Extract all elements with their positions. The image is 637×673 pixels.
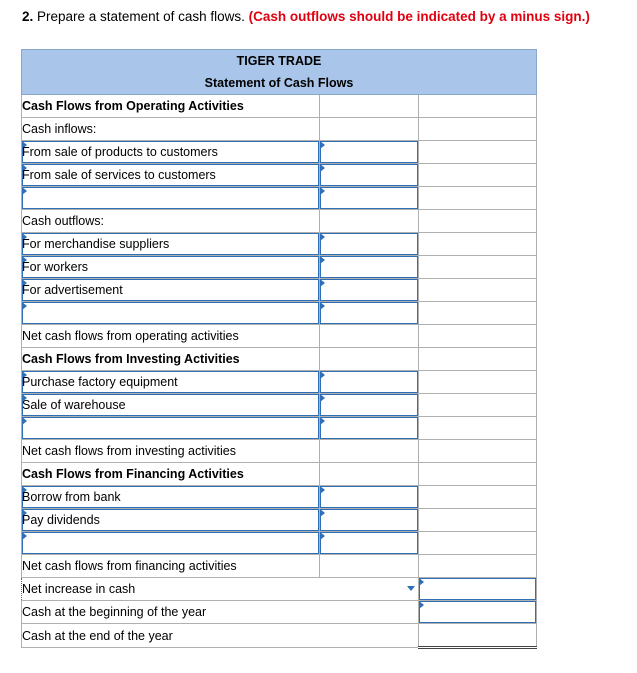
advertisement-row-label[interactable] <box>22 279 320 302</box>
net-increase-amount-input[interactable] <box>418 578 536 601</box>
blank-investing-label-input[interactable] <box>22 417 320 440</box>
amount-input-frame <box>320 532 418 554</box>
input-marker-icon <box>320 256 325 264</box>
chevron-down-icon[interactable] <box>407 586 415 591</box>
empty-cell <box>319 95 418 118</box>
label-input-frame <box>22 187 319 209</box>
amount-input-frame <box>320 394 418 416</box>
input-marker-icon <box>320 187 325 195</box>
investing-activities-header: Cash Flows from Investing Activities <box>22 348 320 371</box>
blank-inflow-amount-input[interactable] <box>319 187 418 210</box>
amount-input-frame <box>320 233 418 255</box>
empty-cell <box>418 210 536 233</box>
cash-beginning-label: Cash at the beginning of the year <box>22 601 419 624</box>
empty-cell <box>319 325 418 348</box>
sale-warehouse-row-label[interactable] <box>22 394 320 417</box>
company-name: TIGER TRADE <box>22 50 537 73</box>
borrow-bank-label: Borrow from bank <box>22 490 121 504</box>
net-increase-select[interactable] <box>22 578 419 601</box>
empty-cell <box>418 95 536 118</box>
empty-cell <box>319 463 418 486</box>
input-marker-icon <box>320 394 325 402</box>
empty-cell <box>418 118 536 141</box>
advertisement-label: For advertisement <box>22 283 123 297</box>
sale-warehouse-label: Sale of warehouse <box>22 398 126 412</box>
pay-dividends-row-label[interactable] <box>22 509 320 532</box>
input-marker-icon <box>22 532 27 540</box>
input-marker-icon <box>320 509 325 517</box>
factory-equipment-label: Purchase factory equipment <box>22 375 178 389</box>
cash-beginning-amount-input[interactable] <box>418 601 536 624</box>
net-financing-total-cell <box>418 555 536 578</box>
advertisement-amount-input[interactable] <box>319 279 418 302</box>
minus-sign-warning: (Cash outflows should be indicated by a minus sign.) <box>248 9 590 24</box>
label-input-frame <box>22 302 319 324</box>
sale-services-amount-input[interactable] <box>319 164 418 187</box>
empty-cell <box>319 440 418 463</box>
label-input-frame <box>22 532 319 554</box>
net-operating-label: Net cash flows from operating activities <box>22 325 320 348</box>
input-marker-icon <box>320 302 325 310</box>
cash-outflows-label: Cash outflows: <box>22 210 320 233</box>
blank-financing-label-input[interactable] <box>22 532 320 555</box>
blank-financing-amount-input[interactable] <box>319 532 418 555</box>
borrow-bank-row-label[interactable] <box>22 486 320 509</box>
amount-input-frame <box>320 187 418 209</box>
input-marker-icon <box>320 371 325 379</box>
input-marker-icon <box>419 601 424 609</box>
net-investing-label: Net cash flows from investing activities <box>22 440 320 463</box>
empty-cell <box>418 233 536 256</box>
empty-cell <box>418 486 536 509</box>
empty-cell <box>418 532 536 555</box>
sale-services-label: From sale of services to customers <box>22 168 216 182</box>
amount-input-frame <box>320 509 418 531</box>
empty-cell <box>418 509 536 532</box>
input-marker-icon <box>419 578 424 586</box>
financing-activities-header: Cash Flows from Financing Activities <box>22 463 320 486</box>
amount-input-frame <box>320 417 418 439</box>
statement-title: Statement of Cash Flows <box>22 72 537 95</box>
empty-cell <box>418 302 536 325</box>
instruction-text <box>22 9 590 24</box>
empty-cell <box>418 141 536 164</box>
pay-dividends-amount-input[interactable] <box>319 509 418 532</box>
blank-outflow-amount-input[interactable] <box>319 302 418 325</box>
net-investing-total-cell <box>418 440 536 463</box>
question-text: Prepare a statement of cash flows. <box>33 9 249 24</box>
input-marker-icon <box>320 233 325 241</box>
sale-services-row-label[interactable] <box>22 164 320 187</box>
pay-dividends-label: Pay dividends <box>22 513 100 527</box>
workers-label: For workers <box>22 260 88 274</box>
input-marker-icon <box>22 417 27 425</box>
empty-cell <box>319 210 418 233</box>
empty-cell <box>418 463 536 486</box>
input-marker-icon <box>22 187 27 195</box>
net-financing-label: Net cash flows from financing activities <box>22 555 320 578</box>
amount-input-frame <box>419 601 536 623</box>
workers-row-label[interactable] <box>22 256 320 279</box>
empty-cell <box>418 187 536 210</box>
sale-products-row-label[interactable] <box>22 141 320 164</box>
sale-products-amount-input[interactable] <box>319 141 418 164</box>
amount-input-frame <box>320 486 418 508</box>
question-number: 2. <box>22 9 34 24</box>
merch-suppliers-amount-input[interactable] <box>319 233 418 256</box>
amount-input-frame <box>320 371 418 393</box>
amount-input-frame <box>320 141 418 163</box>
blank-investing-amount-input[interactable] <box>319 417 418 440</box>
empty-cell <box>418 256 536 279</box>
empty-cell <box>418 394 536 417</box>
amount-input-frame <box>320 164 418 186</box>
borrow-bank-amount-input[interactable] <box>319 486 418 509</box>
input-marker-icon <box>320 164 325 172</box>
input-marker-icon <box>320 486 325 494</box>
cash-inflows-label: Cash inflows: <box>22 118 320 141</box>
empty-cell <box>418 348 536 371</box>
empty-cell <box>319 555 418 578</box>
input-marker-icon <box>320 279 325 287</box>
input-marker-icon <box>320 532 325 540</box>
input-marker-icon <box>320 417 325 425</box>
input-marker-icon <box>22 302 27 310</box>
sale-warehouse-amount-input[interactable] <box>319 394 418 417</box>
merch-suppliers-row-label[interactable] <box>22 233 320 256</box>
cash-end-total-cell <box>418 624 536 648</box>
operating-activities-header: Cash Flows from Operating Activities <box>22 95 320 118</box>
factory-equipment-row-label[interactable] <box>22 371 320 394</box>
merch-suppliers-label: For merchandise suppliers <box>22 237 170 251</box>
blank-outflow-label-input[interactable] <box>22 302 320 325</box>
cash-flow-statement-table <box>21 49 537 649</box>
blank-inflow-label-input[interactable] <box>22 187 320 210</box>
workers-amount-input[interactable] <box>319 256 418 279</box>
empty-cell <box>418 371 536 394</box>
cash-end-label: Cash at the end of the year <box>22 624 419 648</box>
factory-equipment-amount-input[interactable] <box>319 371 418 394</box>
input-marker-icon <box>320 141 325 149</box>
empty-cell <box>319 348 418 371</box>
empty-cell <box>418 417 536 440</box>
empty-cell <box>418 164 536 187</box>
amount-input-frame <box>419 578 536 600</box>
amount-input-frame <box>320 279 418 301</box>
net-operating-total-cell <box>418 325 536 348</box>
sale-products-label: From sale of products to customers <box>22 145 218 159</box>
empty-cell <box>418 279 536 302</box>
label-input-frame <box>22 417 319 439</box>
empty-cell <box>319 118 418 141</box>
amount-input-frame <box>320 302 418 324</box>
amount-input-frame <box>320 256 418 278</box>
net-increase-label: Net increase in cash <box>22 582 136 596</box>
